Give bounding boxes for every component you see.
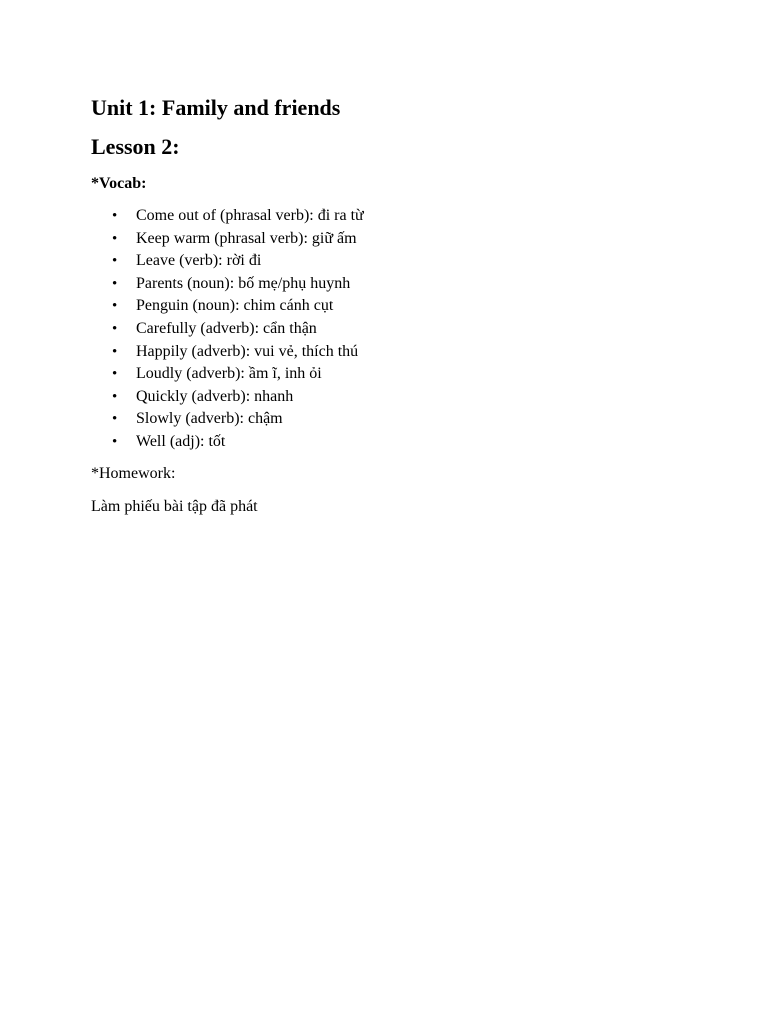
list-item bbox=[91, 408, 691, 431]
list-item bbox=[91, 295, 691, 318]
vocab-text: Quickly (adverb): nhanh bbox=[136, 387, 294, 405]
homework-heading: *Homework: bbox=[91, 464, 176, 482]
bullet-icon: • bbox=[112, 253, 118, 270]
bullet-icon: • bbox=[112, 208, 118, 224]
vocab-text: Loudly (adverb): ầm ĩ, inh ỏi bbox=[136, 365, 322, 383]
vocab-text: Leave (verb): rời đi bbox=[136, 252, 262, 270]
bullet-icon: • bbox=[112, 343, 118, 360]
list-item bbox=[91, 431, 691, 454]
vocab-text: Keep warm (phrasal verb): giữ ấm bbox=[136, 229, 357, 247]
vocab-text: Happily (adverb): vui vẻ, thích thú bbox=[136, 342, 359, 360]
vocab-text: Come out of (phrasal verb): đi ra từ bbox=[136, 207, 364, 224]
list-item bbox=[91, 363, 691, 386]
vocab-text: Parents (noun): bố mẹ/phụ huynh bbox=[136, 274, 351, 292]
bullet-icon: • bbox=[112, 275, 118, 292]
bullet-icon: • bbox=[112, 411, 118, 428]
vocab-list bbox=[91, 205, 691, 454]
vocab-text: Carefully (adverb): cẩn thận bbox=[136, 319, 317, 337]
vocab-heading: *Vocab: bbox=[91, 175, 147, 192]
document-page bbox=[91, 94, 691, 517]
list-item bbox=[91, 250, 691, 273]
lesson-title: Lesson 2: bbox=[91, 134, 180, 159]
bullet-icon: • bbox=[112, 433, 118, 450]
vocab-text: Penguin (noun): chim cánh cụt bbox=[136, 297, 334, 315]
bullet-icon: • bbox=[112, 388, 118, 405]
bullet-icon: • bbox=[112, 298, 118, 315]
list-item bbox=[91, 386, 691, 409]
homework-text: Làm phiếu bài tập đã phát bbox=[91, 497, 258, 515]
list-item bbox=[91, 318, 691, 341]
bullet-icon: • bbox=[112, 320, 118, 337]
unit-title: Unit 1: Family and friends bbox=[91, 95, 341, 120]
list-item bbox=[91, 228, 691, 251]
list-item bbox=[91, 341, 691, 364]
vocab-text: Well (adj): tốt bbox=[136, 432, 226, 450]
bullet-icon: • bbox=[112, 230, 118, 247]
list-item bbox=[91, 273, 691, 296]
bullet-icon: • bbox=[112, 366, 118, 383]
list-item bbox=[91, 205, 691, 228]
vocab-text: Slowly (adverb): chậm bbox=[136, 410, 283, 428]
